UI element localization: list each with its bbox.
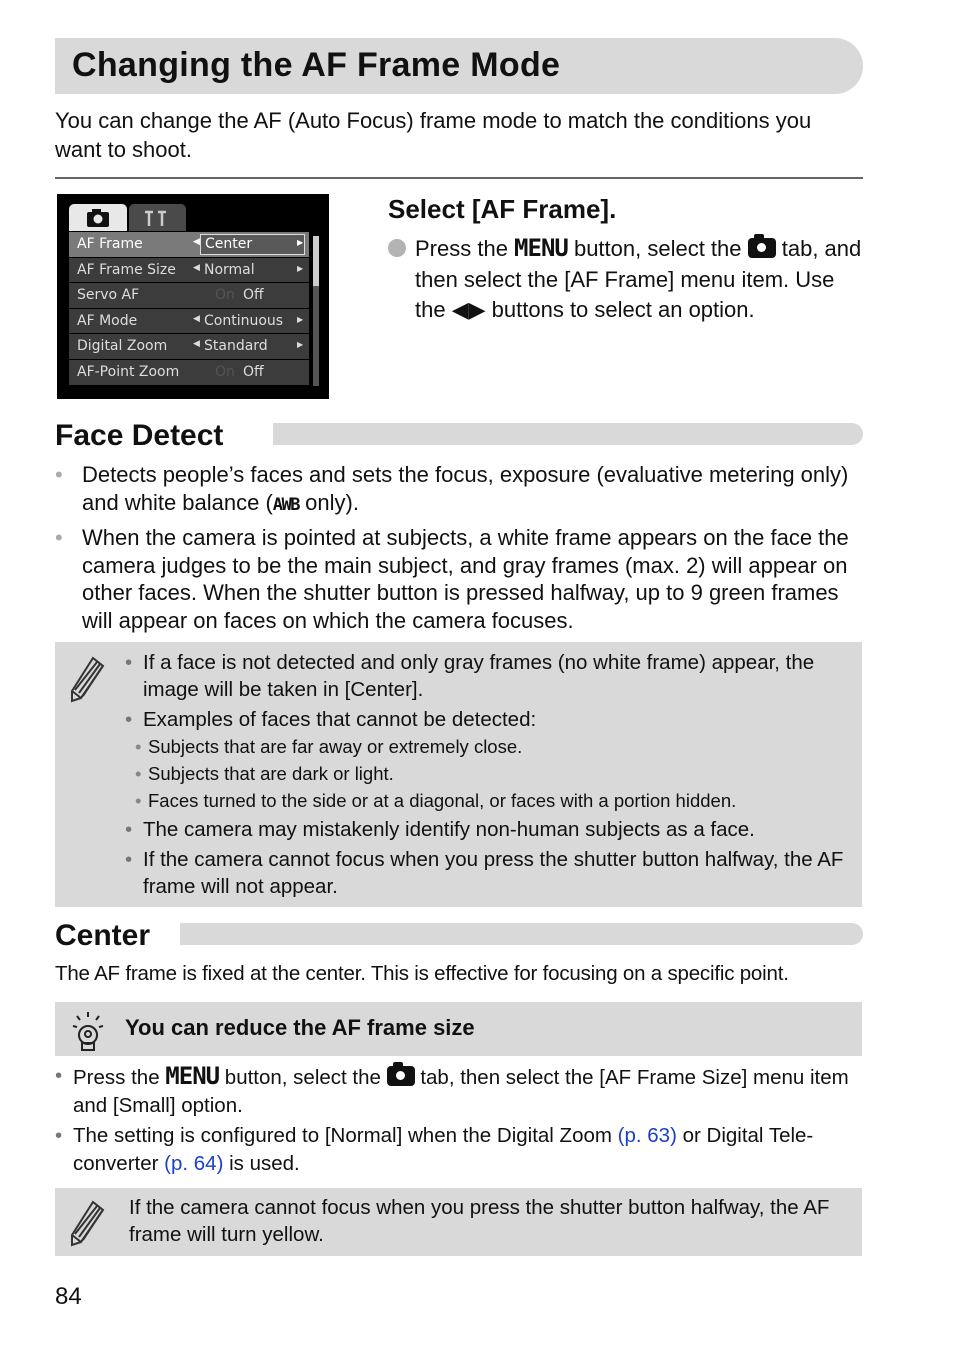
camera-icon — [69, 204, 127, 231]
list-text: Detects people’s faces and sets the focus, exposure (evaluative metering only) and white balance ( — [82, 462, 849, 515]
list-item: • When the camera is pointed at subjects, a white frame appears on the face the camera judges to be the main subject, and gray frames (max. 2) will appear on other faces. When the shutter button is pressed halfway, up to 9 green frames will appear on faces on which the camera focuses. — [55, 524, 863, 634]
shooting-tab — [69, 204, 127, 231]
menu-row-label: Digital Zoom — [77, 338, 168, 355]
menu-row-option-on: On — [215, 363, 235, 380]
center-text: The AF frame is fixed at the center. This is effective for focusing on a specific point. — [55, 962, 789, 985]
camera-icon — [387, 1066, 415, 1086]
note-subitem: • Faces turned to the side or at a diagonal, or faces with a portion hidden. — [105, 787, 855, 814]
lightbulb-icon — [71, 1010, 105, 1054]
list-text: only). — [299, 489, 359, 515]
note-item: • If a face is not detected and only gray frames (no white frame) appear, the image will be taken in [Center]. — [125, 649, 855, 703]
list-text: tab, then select the [AF Frame Size] menu item and [Small] option. — [73, 1066, 849, 1117]
center-section-header — [55, 919, 863, 953]
face-detect-list — [55, 461, 863, 639]
left-arrow-icon: ◀ — [193, 339, 200, 350]
section-bar — [180, 923, 863, 945]
note-item: • If the camera cannot focus when you press the shutter button halfway, the AF frame will not appear. — [125, 846, 855, 900]
left-arrow-icon: ◀ — [193, 262, 200, 273]
menu-button-icon: MENU — [514, 234, 568, 262]
list-text: button, select the — [219, 1066, 387, 1089]
menu-row-af-point-zoom — [69, 360, 309, 386]
menu-row-digital-zoom — [69, 334, 309, 360]
page-number: 84 — [55, 1283, 82, 1310]
tip-heading: You can reduce the AF frame size — [125, 1015, 475, 1040]
menu-row-servo-af — [69, 283, 309, 309]
settings-tab — [129, 204, 186, 231]
camera-icon — [748, 238, 776, 258]
page-link-64[interactable]: (p. 64) — [164, 1152, 224, 1175]
menu-row-af-frame-size — [69, 258, 309, 284]
menu-row-value: Center — [200, 234, 305, 255]
menu-row-value: Off — [243, 287, 264, 304]
right-arrow-icon: ▶ — [297, 263, 304, 273]
step-bullet-icon — [388, 239, 406, 257]
step-text: button, select the — [567, 236, 748, 261]
menu-row-label: AF Frame Size — [77, 261, 176, 278]
face-detect-section-header — [55, 419, 863, 453]
page-link-63[interactable]: (p. 63) — [617, 1124, 677, 1147]
menu-row-af-frame — [69, 232, 309, 258]
list-item — [55, 461, 863, 519]
menu-row-label: AF Frame — [77, 236, 143, 252]
menu-row-value: Normal — [204, 261, 255, 278]
list-text: Press the — [73, 1066, 166, 1089]
step-text: Press the — [415, 236, 515, 261]
menu-row-label: AF Mode — [77, 312, 138, 329]
list-text: The setting is configured to [Normal] when the Digital Zoom — [73, 1124, 618, 1147]
step-body — [388, 233, 863, 326]
note-item: • The camera may mistakenly identify non-human subjects as a face. — [125, 816, 855, 843]
section-bar — [273, 423, 863, 445]
note-box-2 — [55, 1188, 862, 1256]
pencil-icon — [69, 654, 107, 704]
note-subitem: • Subjects that are far away or extremely close. — [105, 733, 855, 760]
step-heading: Select [AF Frame]. — [388, 194, 617, 224]
awb-icon: AWB — [272, 494, 300, 515]
tip-box — [55, 1002, 862, 1056]
left-right-arrows-icon: ◀▶ — [451, 297, 486, 322]
right-arrow-icon: ▶ — [297, 238, 304, 247]
left-arrow-icon: ◀ — [193, 237, 200, 247]
page-title: Changing the AF Frame Mode — [72, 46, 561, 84]
menu-row-value: Continuous — [204, 312, 284, 329]
step-text: buttons to select an option. — [485, 297, 755, 322]
camera-menu-screenshot — [57, 194, 329, 399]
note-subitem: • Subjects that are dark or light. — [105, 760, 855, 787]
list-item — [55, 1122, 863, 1178]
tools-icon — [129, 204, 186, 231]
note-item: • Examples of faces that cannot be detected: — [125, 706, 855, 733]
camera-tabs — [69, 204, 186, 231]
right-arrow-icon: ▶ — [297, 340, 304, 350]
menu-row-value: Standard — [204, 338, 268, 355]
title-bar — [55, 38, 863, 94]
step-instructions — [388, 194, 863, 326]
left-arrow-icon: ◀ — [193, 313, 200, 324]
note-text: If the camera cannot focus when you press the shutter button halfway, the AF frame will turn yellow. — [129, 1196, 830, 1246]
note-box — [55, 642, 862, 907]
list-item — [55, 1062, 863, 1120]
menu-row-option-on: On — [215, 287, 235, 304]
list-text: is used. — [223, 1152, 300, 1175]
tip-list — [55, 1062, 863, 1180]
section-heading: Face Detect — [55, 419, 237, 453]
menu-row-value: Off — [243, 363, 264, 380]
menu-row-label: AF-Point Zoom — [77, 363, 180, 380]
right-arrow-icon: ▶ — [297, 314, 304, 324]
step-text: tab, and then select the [AF Frame] menu item. Use the — [415, 236, 862, 322]
intro-text: You can change the AF (Auto Focus) frame mode to match the conditions you want to shoot. — [55, 108, 812, 162]
divider — [55, 177, 863, 179]
note-list — [125, 649, 855, 900]
camera-menu-list — [69, 232, 309, 386]
menu-row-af-mode — [69, 309, 309, 335]
pencil-icon — [69, 1198, 107, 1248]
section-heading: Center — [55, 919, 164, 953]
list-text: or Digital Tele-converter — [73, 1124, 814, 1175]
menu-button-icon: MENU — [165, 1062, 220, 1090]
menu-row-label: Servo AF — [77, 287, 140, 304]
menu-scrollbar — [313, 236, 319, 386]
